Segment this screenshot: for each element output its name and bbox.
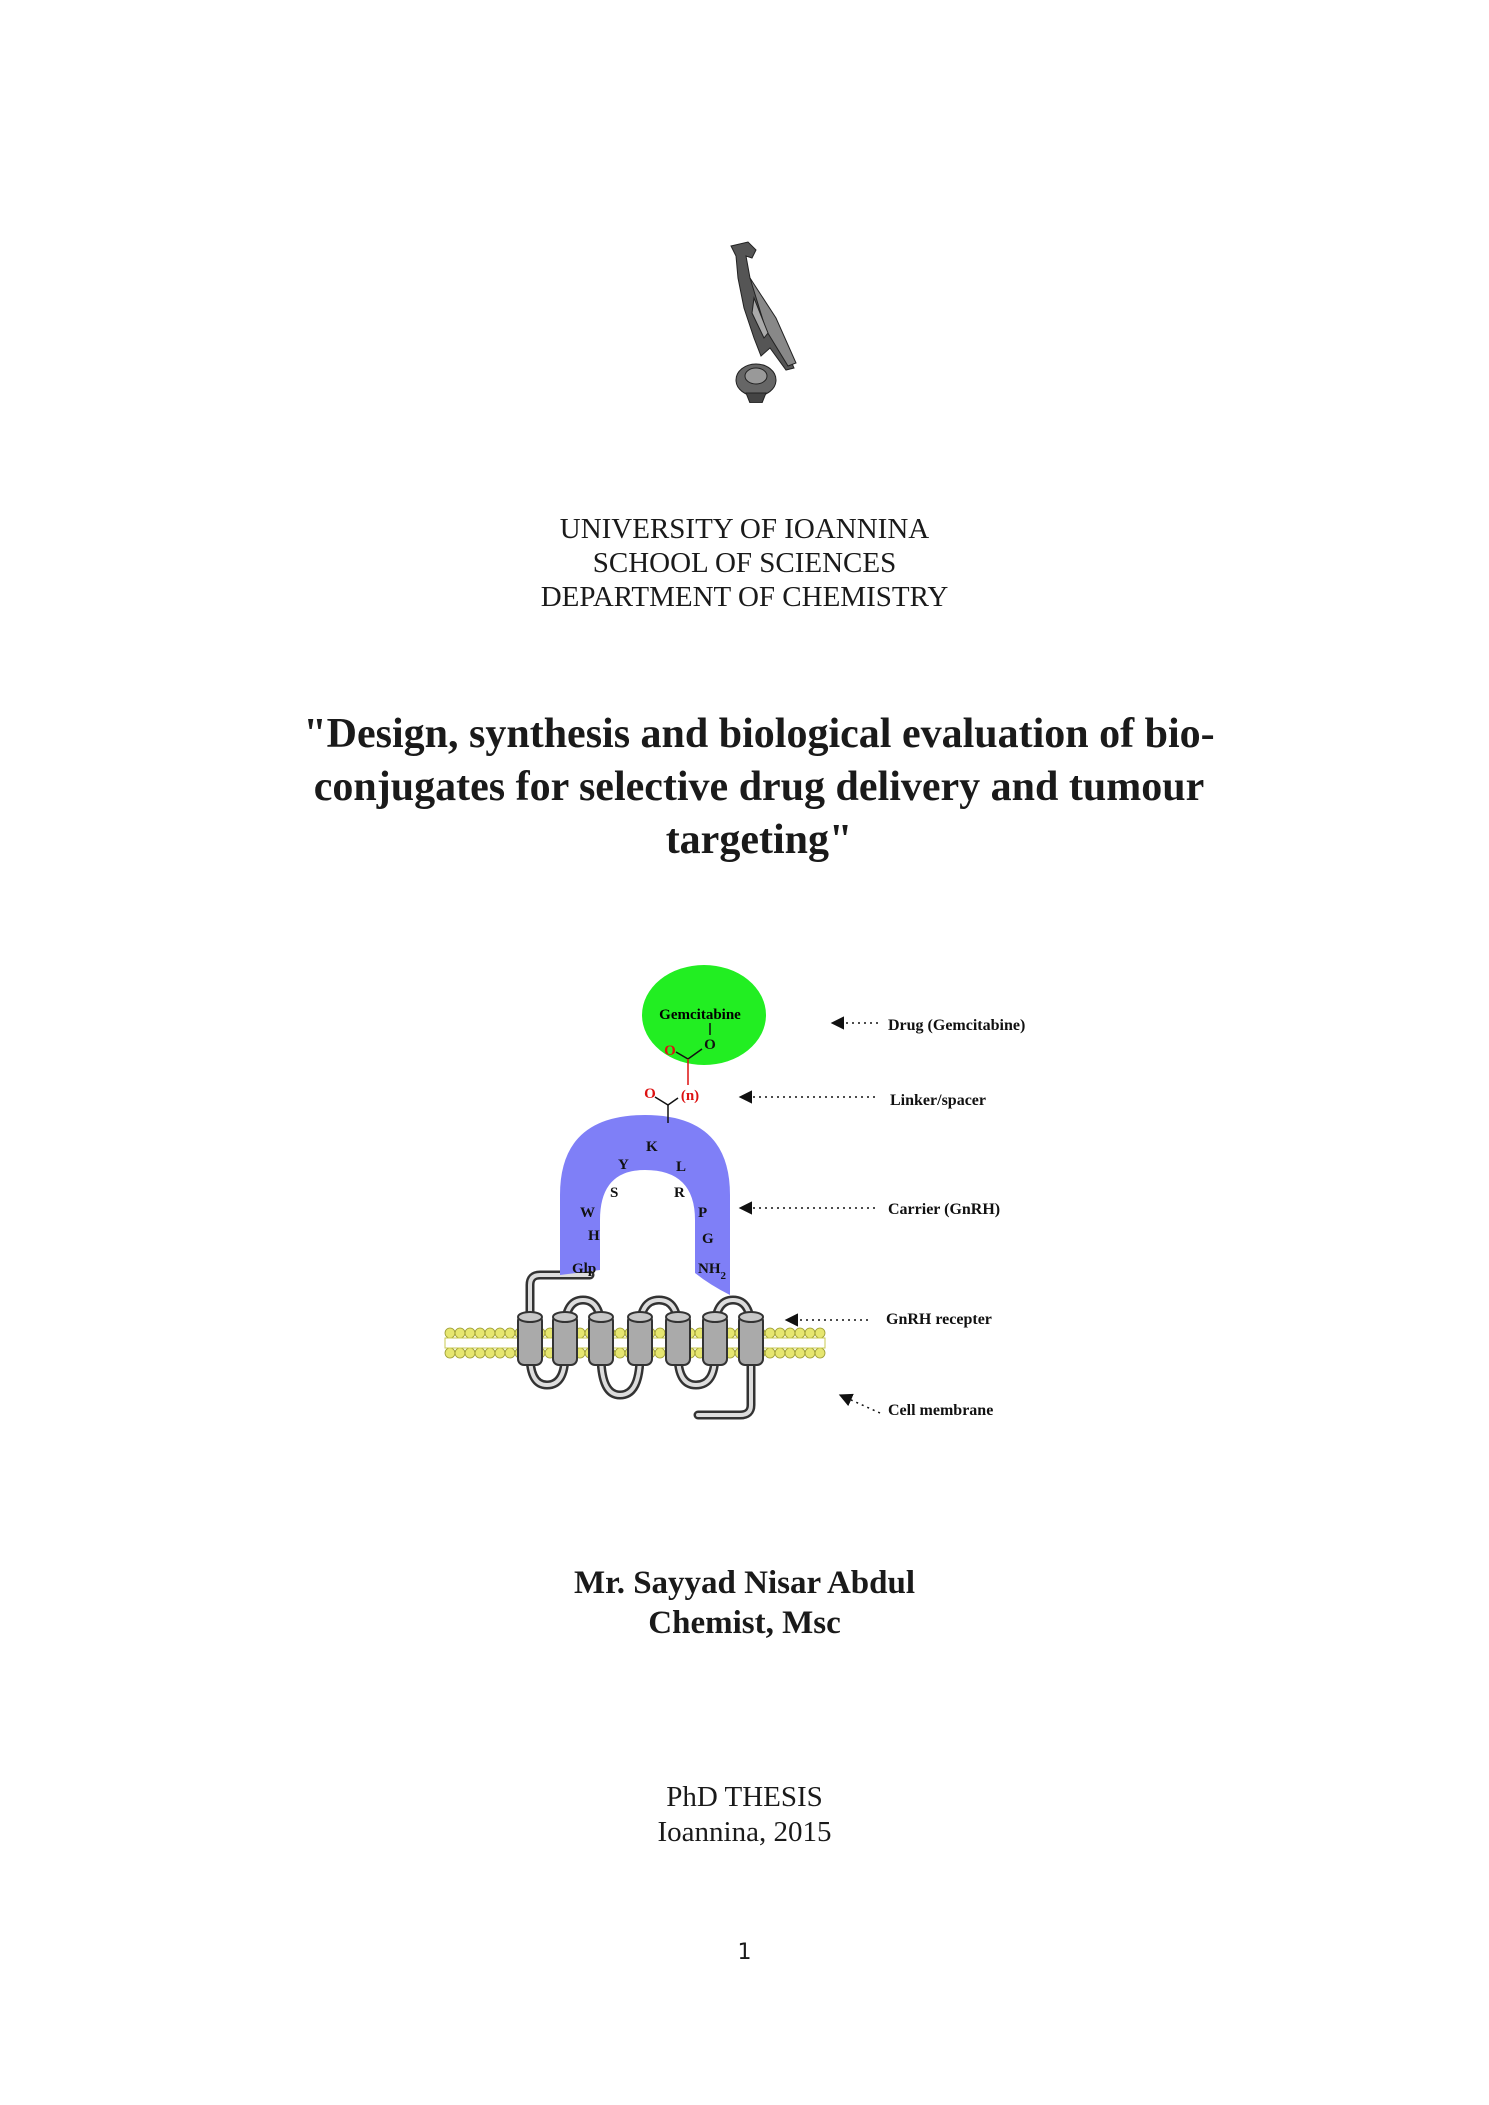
- author-role: Chemist, Msc: [648, 1605, 841, 1641]
- receptor-helix-top: [553, 1312, 577, 1322]
- eagle-emblem-icon: [706, 238, 816, 403]
- membrane-bead: [465, 1328, 475, 1338]
- linker-label: Linker/spacer: [890, 1092, 986, 1109]
- receptor-helix-top: [628, 1312, 652, 1322]
- residue-l: L: [676, 1159, 687, 1175]
- oxygen-label: O: [704, 1037, 716, 1053]
- thesis-type: PhD THESIS: [666, 1781, 823, 1813]
- membrane-bead: [495, 1328, 505, 1338]
- receptor-helices: [518, 1312, 763, 1365]
- residue-r: R: [674, 1185, 685, 1201]
- institution-block: [0, 512, 1489, 614]
- receptor-helix-top: [703, 1312, 727, 1322]
- residue-y: Y: [618, 1157, 629, 1173]
- membrane-bead: [815, 1328, 825, 1338]
- receptor-helix-top: [518, 1312, 542, 1322]
- oxygen-label: O: [664, 1043, 676, 1059]
- membrane-bead: [655, 1348, 665, 1358]
- receptor-helix-top: [666, 1312, 690, 1322]
- page-number: 1: [737, 1940, 752, 1965]
- membrane-bead: [455, 1328, 465, 1338]
- membrane-bead: [765, 1348, 775, 1358]
- membrane-arrow: [840, 1395, 880, 1413]
- drug-name: Gemcitabine: [659, 1007, 741, 1023]
- thesis-title: "Design, synthesis and biological evaluation of bio-conjugates for selective drug delivery and tumour targeting": [303, 711, 1215, 863]
- university-name: UNIVERSITY OF IOANNINA: [559, 513, 930, 545]
- membrane-bead: [815, 1348, 825, 1358]
- drug-label: Drug (Gemcitabine): [888, 1017, 1026, 1034]
- receptor-helix-top: [739, 1312, 763, 1322]
- carrier-label: Carrier (GnRH): [888, 1201, 1001, 1218]
- receptor-label: GnRH recepter: [886, 1311, 992, 1328]
- residue-glp: Glp: [572, 1261, 597, 1277]
- residue-g: G: [702, 1231, 714, 1247]
- residue-s: S: [610, 1185, 619, 1201]
- conjugate-diagram: [440, 955, 1080, 1465]
- membrane-bead: [805, 1348, 815, 1358]
- author-block: [0, 1563, 1489, 1643]
- linker-n-label: (n): [680, 1088, 700, 1104]
- residue-nh2: $NH_2$: [698, 1261, 726, 1282]
- author-name: Mr. Sayyad Nisar Abdul: [573, 1565, 916, 1601]
- membrane-bead: [775, 1348, 785, 1358]
- receptor-helix-top: [589, 1312, 613, 1322]
- thesis-info: [0, 1780, 1489, 1850]
- membrane-bead: [615, 1348, 625, 1358]
- residue-k: K: [646, 1139, 658, 1155]
- thesis-place-year: Ioannina, 2015: [657, 1816, 832, 1848]
- membrane-label: Cell membrane: [888, 1402, 994, 1419]
- membrane-bead: [775, 1328, 785, 1338]
- membrane-bead: [785, 1348, 795, 1358]
- membrane-bead: [455, 1348, 465, 1358]
- residue-h: H: [588, 1228, 600, 1244]
- membrane-bead: [655, 1328, 665, 1338]
- membrane-bead: [505, 1348, 515, 1358]
- department-name: DEPARTMENT OF CHEMISTRY: [540, 581, 949, 613]
- membrane-bead: [505, 1328, 515, 1338]
- membrane-bead: [495, 1348, 505, 1358]
- membrane-bead: [485, 1348, 495, 1358]
- membrane-bead: [785, 1328, 795, 1338]
- membrane-bead: [795, 1328, 805, 1338]
- membrane-bead: [475, 1348, 485, 1358]
- membrane-bead: [475, 1328, 485, 1338]
- membrane-bead: [445, 1328, 455, 1338]
- residue-p: P: [698, 1205, 708, 1221]
- membrane-bead: [485, 1328, 495, 1338]
- school-name: SCHOOL OF SCIENCES: [592, 547, 897, 579]
- oxygen-label: O: [644, 1086, 656, 1102]
- membrane-bead: [765, 1328, 775, 1338]
- membrane-bead: [445, 1348, 455, 1358]
- membrane-bead: [795, 1348, 805, 1358]
- membrane-bead: [465, 1348, 475, 1358]
- residue-w: W: [580, 1205, 595, 1221]
- membrane-bead: [805, 1328, 815, 1338]
- membrane-bead: [615, 1328, 625, 1338]
